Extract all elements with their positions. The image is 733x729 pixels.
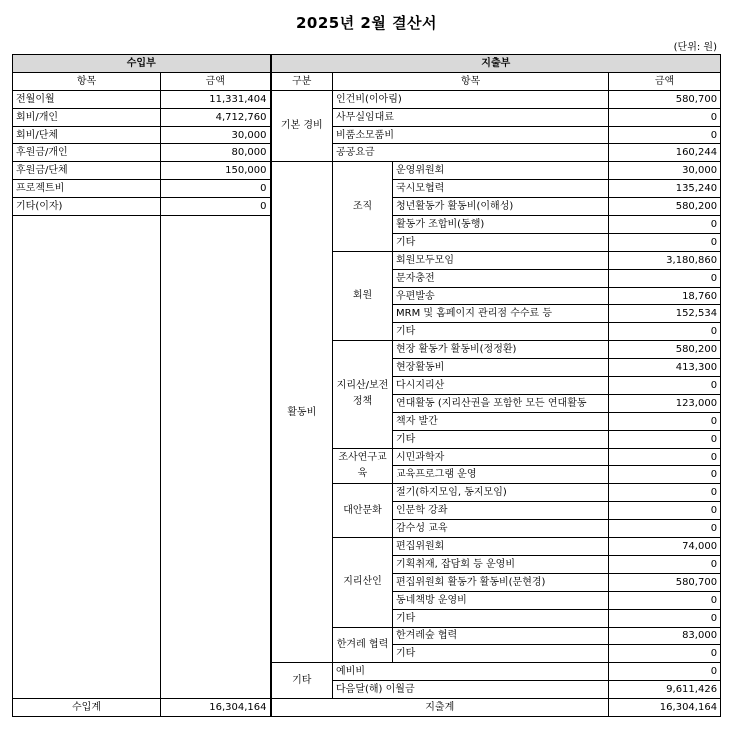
settlement-table-body: [13, 55, 721, 717]
expense-section-header: 지출부: [271, 55, 721, 73]
expense-amount: 30,000: [609, 162, 721, 180]
expense-item: 현장 활동가 활동비(정정환): [393, 341, 609, 359]
expense-item: MRM 및 홈페이지 관리점 수수료 등: [393, 305, 609, 323]
expense-amount: 0: [609, 233, 721, 251]
income-item: 기타(이자): [13, 198, 161, 216]
expense-amount: 3,180,860: [609, 251, 721, 269]
expense-amount: 83,000: [609, 627, 721, 645]
expense-item: 활동가 조합비(동행): [393, 216, 609, 234]
expense-item: 국시모협력: [393, 180, 609, 198]
expense-amount: 0: [609, 126, 721, 144]
income-amount: 0: [161, 198, 271, 216]
expense-amount: 74,000: [609, 538, 721, 556]
totals-row: [13, 699, 721, 717]
income-empty-area: [161, 216, 271, 699]
expense-amount: 152,534: [609, 305, 721, 323]
column-header-row: [13, 72, 721, 90]
expense-amount: 413,300: [609, 359, 721, 377]
expense-amount: 0: [609, 502, 721, 520]
expense-total-label: 지출계: [271, 699, 609, 717]
table-row: [13, 90, 721, 108]
expense-item: 인건비(이아림): [333, 90, 609, 108]
expense-amount: 0: [609, 377, 721, 395]
expense-amount: 0: [609, 108, 721, 126]
expense-amount: 160,244: [609, 144, 721, 162]
income-item: 회비/단체: [13, 126, 161, 144]
expense-amount: 0: [609, 466, 721, 484]
expense-item: 절기(하지모임, 동지모임): [393, 484, 609, 502]
expense-item: 현장활동비: [393, 359, 609, 377]
expense-amount: 0: [609, 663, 721, 681]
expense-item: 시민과학자: [393, 448, 609, 466]
income-item: 후원금/단체: [13, 162, 161, 180]
expense-amount: 0: [609, 555, 721, 573]
expense-item: 교육프로그램 운영: [393, 466, 609, 484]
income-amount: 30,000: [161, 126, 271, 144]
expense-item: 편집위원회 활동가 활동비(문현경): [393, 573, 609, 591]
income-item: 전월이월: [13, 90, 161, 108]
expense-amount: 0: [609, 430, 721, 448]
expense-item: 다시지리산: [393, 377, 609, 395]
subcategory-label: 한겨레 협력: [333, 627, 393, 663]
income-amount: 11,331,404: [161, 90, 271, 108]
expense-item: 동네책방 운영비: [393, 591, 609, 609]
expense-item: 공공요금: [333, 144, 609, 162]
income-amount: 0: [161, 180, 271, 198]
expense-item: 편집위원회: [393, 538, 609, 556]
expense-item: 기타: [393, 233, 609, 251]
income-item: 프로젝트비: [13, 180, 161, 198]
expense-item: 책자 발간: [393, 412, 609, 430]
expense-item: 기타: [393, 323, 609, 341]
expense-item: 기타: [393, 430, 609, 448]
category-basic-expense: 기본 경비: [271, 90, 333, 162]
table-row: [13, 144, 721, 162]
subcategory-label: 지리산인: [333, 538, 393, 627]
expense-item: 기타: [393, 645, 609, 663]
expense-item: 비품소모품비: [333, 126, 609, 144]
expense-amount: 580,700: [609, 90, 721, 108]
expense-amount: 580,200: [609, 341, 721, 359]
expense-amount: 0: [609, 448, 721, 466]
subcategory-label: 지리산/보전정책: [333, 341, 393, 448]
table-row: [13, 108, 721, 126]
expense-category-header: 구분: [271, 72, 333, 90]
expense-amount: 580,200: [609, 198, 721, 216]
expense-item: 연대활동 (지리산권을 포함한 모든 연대활동: [393, 394, 609, 412]
expense-amount: 0: [609, 645, 721, 663]
expense-amount: 18,760: [609, 287, 721, 305]
unit-label: (단위: 원): [673, 42, 717, 53]
settlement-table: [12, 54, 721, 717]
income-section-header: 수입부: [13, 55, 271, 73]
expense-item: 청년활동가 활동비(이해성): [393, 198, 609, 216]
income-item: 후원금/개인: [13, 144, 161, 162]
income-amount: 80,000: [161, 144, 271, 162]
expense-amount: 0: [609, 269, 721, 287]
income-item-header: 항목: [13, 72, 161, 90]
income-empty-area: [13, 216, 161, 699]
expense-amount: 0: [609, 216, 721, 234]
subcategory-label: 대안문화: [333, 484, 393, 538]
category-activity: 활동비: [271, 162, 333, 663]
expense-item: 인문학 강좌: [393, 502, 609, 520]
expense-item: 문자충전: [393, 269, 609, 287]
expense-item: 예비비: [333, 663, 609, 681]
subcategory-label: 조직: [333, 162, 393, 251]
page-title: 2025년 2월 결산서: [295, 14, 438, 32]
expense-amount: 0: [609, 520, 721, 538]
income-amount: 150,000: [161, 162, 271, 180]
expense-item: 한겨레숲 협력: [393, 627, 609, 645]
expense-amount: 9,611,426: [609, 681, 721, 699]
table-row: [13, 126, 721, 144]
expense-amount: 0: [609, 591, 721, 609]
expense-item: 회원모두모임: [393, 251, 609, 269]
category-other: 기타: [271, 663, 333, 699]
expense-amount: 0: [609, 609, 721, 627]
table-row: [13, 162, 721, 180]
expense-item-header: 항목: [333, 72, 609, 90]
expense-item: 기획취재, 잡담회 등 운영비: [393, 555, 609, 573]
expense-amount: 135,240: [609, 180, 721, 198]
expense-item: 우편발송: [393, 287, 609, 305]
expense-item: 기타: [393, 609, 609, 627]
expense-amount: 580,700: [609, 573, 721, 591]
subcategory-label: 조사연구교육: [333, 448, 393, 484]
income-amount: 4,712,760: [161, 108, 271, 126]
income-total: 16,304,164: [161, 699, 271, 717]
expense-item: 다음달(해) 이월금: [333, 681, 609, 699]
income-amount-header: 금액: [161, 72, 271, 90]
expense-amount: 0: [609, 323, 721, 341]
subcategory-label: 회원: [333, 251, 393, 340]
expense-amount: 123,000: [609, 394, 721, 412]
expense-amount: 0: [609, 412, 721, 430]
expense-item: 감수성 교육: [393, 520, 609, 538]
expense-item: 사무실임대료: [333, 108, 609, 126]
expense-amount: 0: [609, 484, 721, 502]
expense-item: 운영위원회: [393, 162, 609, 180]
expense-amount-header: 금액: [609, 72, 721, 90]
income-item: 회비/개인: [13, 108, 161, 126]
income-total-label: 수입계: [13, 699, 161, 717]
expense-total: 16,304,164: [609, 699, 721, 717]
section-header-row: [13, 55, 721, 73]
